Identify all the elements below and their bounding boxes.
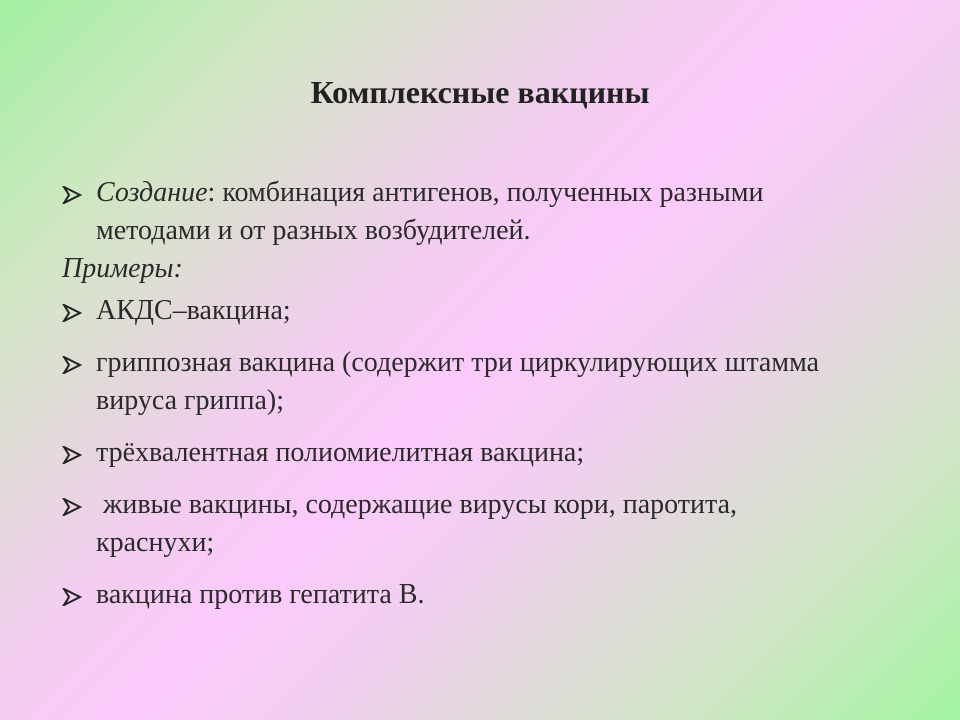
example-text: трёхвалентная полиомиелитная вакцина; [96, 437, 585, 468]
arrow-bullet-icon [62, 186, 82, 204]
example-item [62, 434, 862, 472]
example-text: гриппозная вакцина (содержит три циркулирующих штамма вируса гриппа); [96, 347, 820, 416]
arrow-bullet-icon [62, 356, 82, 374]
examples-label: Примеры: [62, 253, 183, 284]
creation-bullet [62, 174, 862, 250]
arrow-bullet-icon [62, 588, 82, 606]
example-item [62, 344, 862, 420]
example-text: живые вакцины, содержащие вирусы кори, паротита, краснухи; [96, 489, 744, 558]
example-text: вакцина против гепатита В. [96, 579, 425, 610]
example-item [62, 576, 862, 614]
example-item [62, 292, 862, 330]
slide-title: Комплексные вакцины [310, 74, 650, 110]
slide-content [62, 174, 862, 614]
example-text: АКДС–вакцина; [96, 295, 291, 326]
creation-term: Создание [96, 177, 208, 208]
arrow-bullet-icon [62, 498, 82, 516]
arrow-bullet-icon [62, 446, 82, 464]
creation-text: : комбинация антигенов, полученных разными методами и от разных возбудителей. [96, 177, 764, 246]
example-item [62, 486, 862, 562]
arrow-bullet-icon [62, 304, 82, 322]
